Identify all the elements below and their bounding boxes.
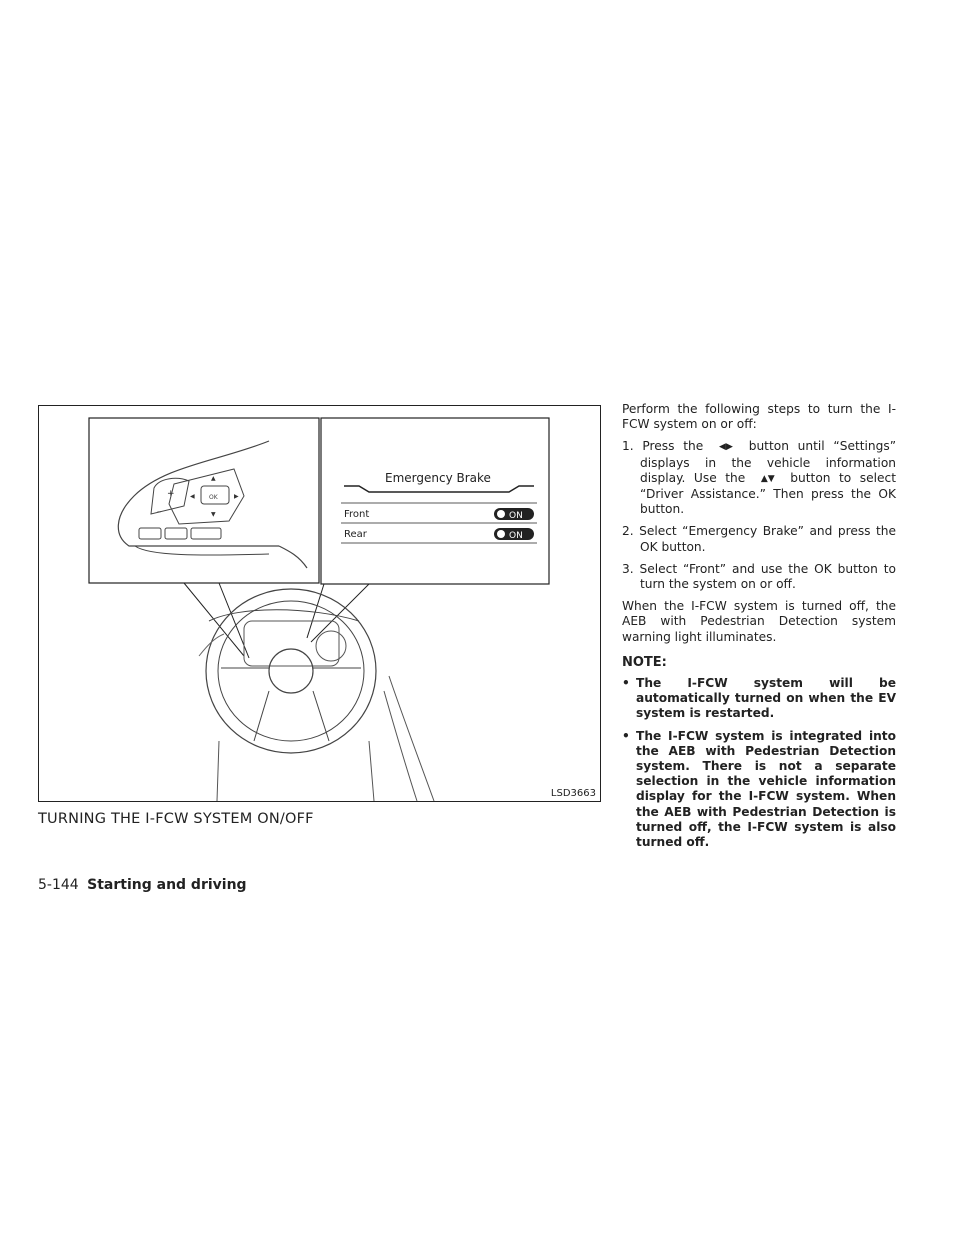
- step-2: 2. Select “Emergency Brake” and press the OK button.: [622, 524, 896, 554]
- page-number: 5-144: [38, 877, 79, 893]
- steering-wheel-illustration: [39, 406, 602, 803]
- page-footer: [38, 877, 247, 893]
- display-row-rear: Rear: [344, 529, 367, 540]
- svg-text:▼: ▼: [211, 511, 216, 518]
- toggle-front-state: ON: [509, 511, 523, 521]
- left-right-arrow-icon: ◀▶: [719, 442, 733, 453]
- plus-label: +: [167, 489, 175, 499]
- up-down-arrow-icon: ▲▼: [760, 473, 775, 484]
- intro-paragraph: Perform the following steps to turn the I-FCW system on or off:: [622, 402, 896, 432]
- minus-label: –: [157, 507, 162, 517]
- toggle-rear-state: ON: [509, 531, 523, 541]
- section-name: Starting and driving: [87, 877, 247, 893]
- illustration-figure: [38, 405, 601, 802]
- step-1: 1. Press the ◀▶ button until “Settings” displays in the vehicle information display. Use the ▲▼ button to select “Driver Assistance.” Then press the OK button.: [622, 439, 897, 517]
- warning-paragraph: When the I-FCW system is turned off, the AEB with Pedestrian Detection system warning light illuminates.: [622, 599, 896, 644]
- step-3: 3. Select “Front” and use the OK button to turn the system on or off.: [622, 561, 896, 592]
- figure-code: LSD3663: [550, 788, 596, 799]
- svg-text:▶: ▶: [234, 493, 239, 500]
- display-title: Emergency Brake: [385, 471, 491, 485]
- instruction-text: [622, 402, 896, 857]
- note-bullet: • The I-FCW system will be automatically turned on when the EV system is restarted.: [622, 676, 896, 721]
- note-heading: NOTE:: [622, 654, 667, 670]
- display-inset: [321, 418, 549, 584]
- ok-label: OK: [209, 494, 218, 501]
- note-bullet: • The I-FCW system is integrated into the AEB with Pedestrian Detection system. There is not a separate selection in the vehicle information display for the I-FCW system. When the AEB with Pedestrian Detection is turned off, the I-FCW system is also turned off.: [622, 728, 896, 850]
- display-row-front: Front: [344, 509, 370, 520]
- svg-text:▲: ▲: [211, 475, 216, 482]
- svg-text:◀: ◀: [190, 493, 195, 500]
- section-title: TURNING THE I-FCW SYSTEM ON/OFF: [38, 811, 314, 827]
